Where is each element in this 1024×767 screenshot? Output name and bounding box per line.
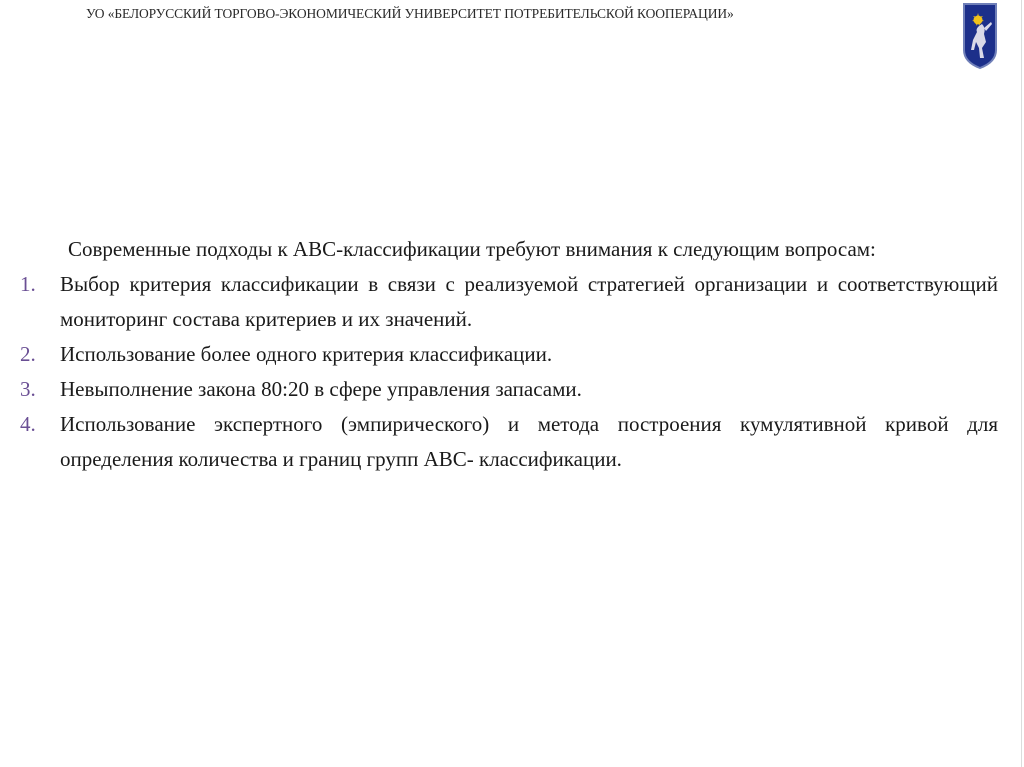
content-block (20, 232, 998, 477)
university-emblem-icon (962, 2, 998, 70)
list-item-text: Использование более одного критерия классификации. (60, 342, 553, 366)
list-item-number: 3. (20, 377, 36, 401)
list-item (20, 267, 998, 337)
list-item (20, 372, 998, 407)
list-item-text: Выбор критерия классификации в связи с реализуемой стратегией организации и соответствующий мониторинг состава критериев и их значений. (60, 272, 998, 331)
slide-edge-divider (1021, 0, 1022, 767)
list-item (20, 407, 998, 477)
list-item-text: Невыполнение закона 80:20 в сфере управления запасами. (60, 377, 582, 401)
list-item-number: 4. (20, 412, 36, 436)
list-item-number: 1. (20, 272, 36, 296)
header-title: УО «БЕЛОРУССКИЙ ТОРГОВО-ЭКОНОМИЧЕСКИЙ УНИВЕРСИТЕТ ПОТРЕБИТЕЛЬСКОЙ КООПЕРАЦИИ» (86, 6, 734, 21)
list-item (20, 337, 998, 372)
list-item-number: 2. (20, 342, 36, 366)
criteria-list (20, 267, 998, 477)
intro-paragraph: Современные подходы к АВС-классификации требуют внимания к следующим вопросам: (68, 237, 876, 261)
list-item-text: Использование экспертного (эмпирического) и метода построения кумулятивной кривой для определения количества и границ групп АВС- классификации. (60, 412, 998, 471)
